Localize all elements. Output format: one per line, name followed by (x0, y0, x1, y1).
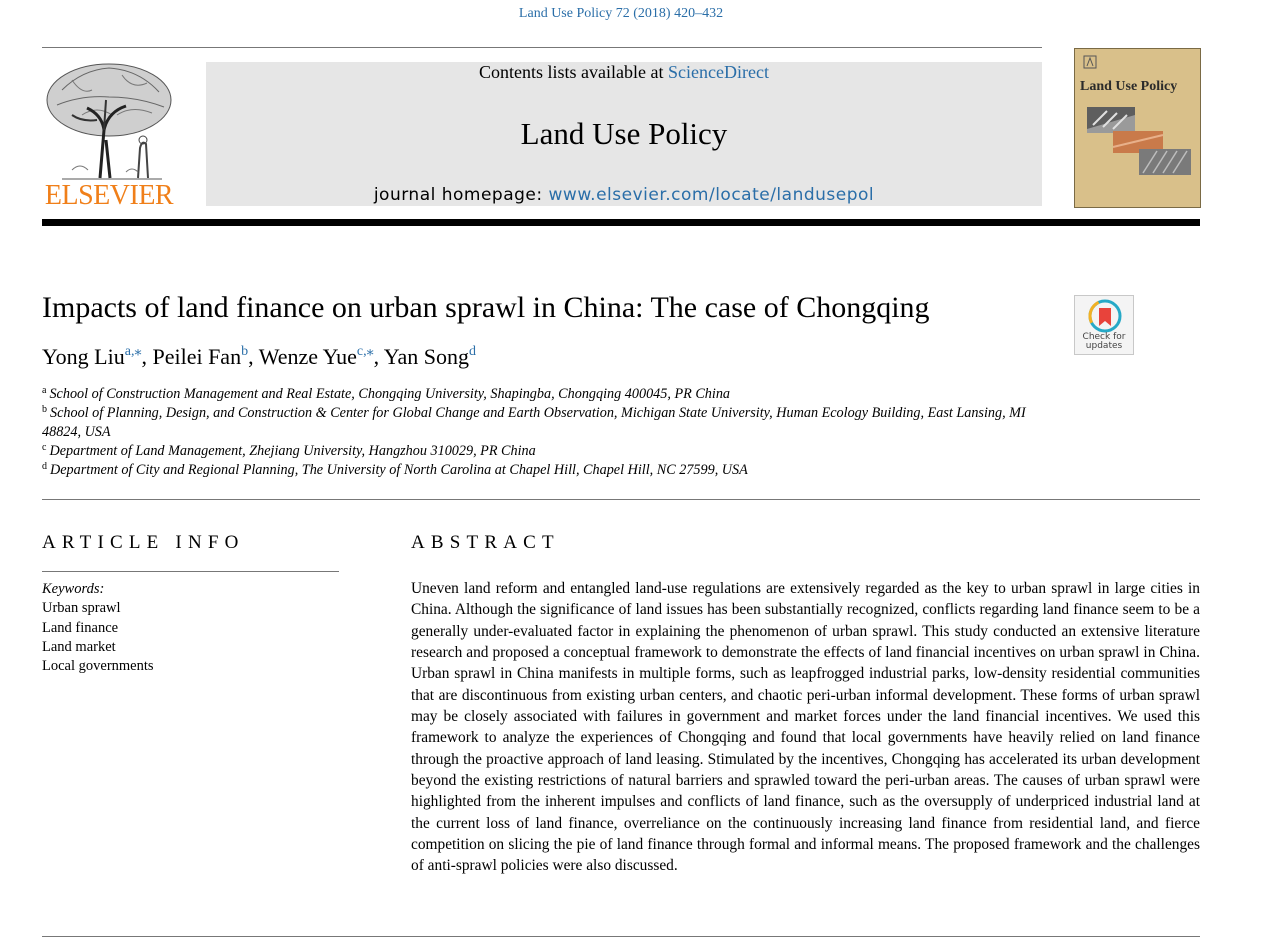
affiliation-item (42, 461, 1062, 480)
keyword-item[interactable]: Land finance (42, 619, 119, 636)
keyword-item[interactable]: Local governments (42, 658, 154, 675)
section-divider (42, 499, 1200, 500)
check-for-updates-button[interactable] (1074, 295, 1134, 355)
cover-title: Land Use Policy (1080, 79, 1178, 94)
affiliation-text: School of Planning, Design, and Construction & Center for Global Change and Earth Observation, Michigan State University, Human Ecology Building, East Lansing, MI 48824, USA (42, 405, 1026, 440)
contents-prefix: Contents lists available at (479, 62, 668, 82)
homepage-link[interactable]: www.elsevier.com/locate/landusepol (548, 185, 875, 205)
bottom-divider (42, 936, 1200, 937)
affiliation-list (42, 385, 1062, 480)
affiliation-text: School of Construction Management and Real Estate, Chongqing University, Shapingba, Chongqing 400045, PR China (49, 386, 731, 402)
affiliation-item (42, 385, 1062, 404)
keyword-item[interactable]: Urban sprawl (42, 600, 121, 617)
contents-line (206, 62, 1042, 82)
article-info-rule (42, 571, 339, 572)
affiliation-text: Department of City and Regional Planning, The University of North Carolina at Chapel Hill, Chapel Hill, NC 27599, USA (50, 462, 748, 478)
affiliation-mark: c (42, 442, 47, 453)
keywords-block (42, 580, 154, 676)
author-affiliation-mark[interactable]: a,⁎ (124, 344, 142, 359)
journal-banner (206, 62, 1042, 206)
cover-landscape-image (1087, 107, 1191, 175)
affiliation-mark: d (42, 461, 47, 472)
check-updates-label: Check for updates (1082, 332, 1126, 351)
elsevier-mini-logo-icon (1083, 55, 1097, 69)
author-name[interactable]: Yong Liu (42, 344, 125, 369)
author-separator: , (373, 344, 384, 369)
author-name[interactable]: Peilei Fan (152, 344, 242, 369)
affiliation-item (42, 404, 1062, 442)
header-heavy-rule (42, 219, 1200, 226)
author-name[interactable]: Yan Song (383, 344, 469, 369)
top-divider (42, 47, 1042, 48)
author-affiliation-mark[interactable]: b (241, 344, 249, 359)
elsevier-tree-logo (42, 60, 176, 210)
article-title: Impacts of land finance on urban sprawl in China: The case of Chongqing (42, 291, 930, 324)
author-separator: , (141, 344, 153, 369)
author-affiliation-mark[interactable]: c,⁎ (356, 344, 374, 359)
affiliation-mark: a (42, 385, 47, 396)
affiliation-text: Department of Land Management, Zhejiang University, Hangzhou 310029, PR China (49, 443, 536, 459)
author-separator: , (248, 344, 259, 369)
tree-icon (42, 60, 176, 182)
author-name[interactable]: Wenze Yue (258, 344, 357, 369)
affiliation-mark: b (42, 404, 47, 415)
homepage-prefix: journal homepage: (373, 185, 549, 205)
journal-title: Land Use Policy (520, 116, 728, 151)
keywords-label: Keywords: (42, 581, 105, 597)
author-affiliation-mark[interactable]: d (468, 344, 476, 359)
journal-citation[interactable]: Land Use Policy 72 (2018) 420–432 (518, 6, 724, 21)
abstract-heading: ABSTRACT (411, 532, 560, 553)
abstract-text: Uneven land reform and entangled land-use regulations are extensively regarded as the key to urban sprawl in large cities in China. Although the significance of land issues has been substantially recognized, conflicts regarding land finance seem to be a generally under-evaluated factor in explaining the phenomenon of urban sprawl. This study conducted an extensive literature research and proposed a conceptual framework to demonstrate the effects of land financial incentives on urban sprawl in China. Urban sprawl in China manifests in multiple forms, such as leapfrogged industrial parks, low-density residential communities that are discontinuous from existing urban centers, and chaotic peri-urban informal development. These forms of urban sprawl may be closely associated with failures in government and market forces under the land financial incentives. We used this framework to analyze the experiences of Chongqing and found that local governments have heavily relied on land finance through the proactive approach of land leasing. Stimulated by the incentives, Chongqing has accelerated its urban development beyond the existing restrictions of natural barriers and sprawled toward the peri-urban areas. The causes of urban sprawl were highlighted from the inherent impulses and conflicts of land finance, such as the oversupply of underpriced industrial land at the current loss of land finance, overreliance on the continuously increasing land finance from residential land, and fierce competition on slicing the pie of land finance through formal and informal means. The proposed framework and the challenges of anti-sprawl policies were also discussed. (411, 580, 1200, 875)
affiliation-item (42, 442, 1062, 461)
article-info-heading: ARTICLE INFO (42, 532, 245, 553)
publisher-name: ELSEVIER (44, 180, 174, 211)
sciencedirect-link[interactable]: ScienceDirect (668, 62, 769, 82)
homepage-line (206, 185, 1042, 205)
bookmark-badge-icon (1088, 299, 1122, 333)
journal-cover[interactable] (1074, 48, 1201, 208)
author-list (42, 342, 476, 372)
keyword-item[interactable]: Land market (42, 638, 116, 655)
